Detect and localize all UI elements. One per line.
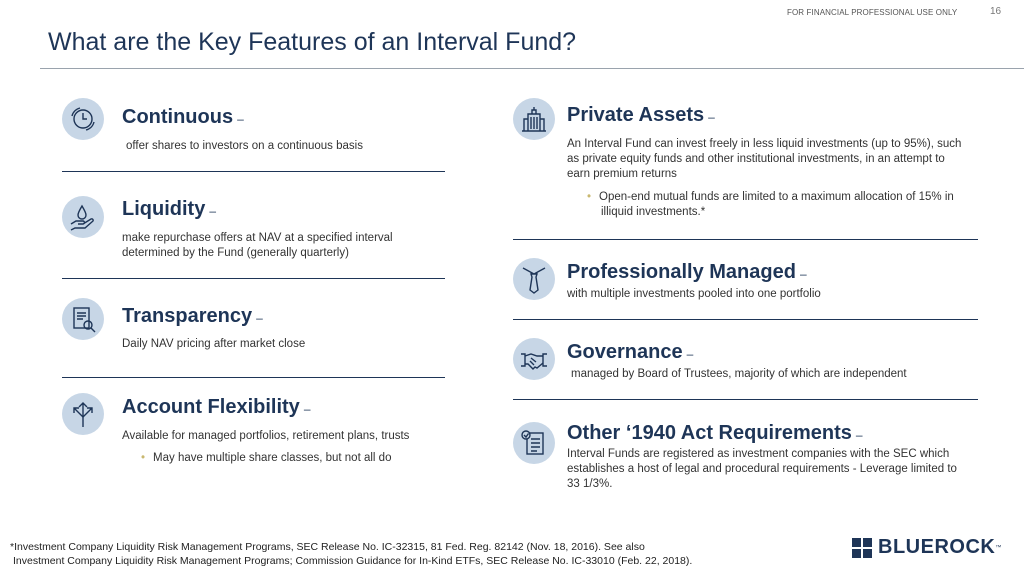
handshake-icon [513,338,555,380]
clock-icon [62,98,104,140]
tie-icon [513,258,555,300]
professionally-managed-heading [567,261,807,284]
transparency-title: Transparency [122,305,253,327]
divider [62,278,445,279]
logo-mark-icon [852,538,872,558]
private-assets-bullet [587,190,981,220]
private-assets-bullet-text: Open-end mutual funds are limited to a maximum allocation of 15% in illiquid investments.* [599,191,954,218]
continuous-title: Continuous [122,106,234,128]
account-flexibility-desc: Available for managed portfolios, retirement plans, trusts [122,430,410,442]
liquidity-desc: make repurchase offers at NAV at a specified interval determined by the Fund (generally quarterly) [122,232,393,259]
act-requirements-dash: – [855,428,863,442]
hand-money-icon [62,196,104,238]
private-assets-heading [567,104,715,127]
divider [62,171,445,172]
building-icon [513,98,555,140]
act-requirements-desc: Interval Funds are registered as investment companies with the SEC which establishes a host of legal and procedural requirements - Leverage limited to 33 1/3%. [567,448,957,490]
account-flexibility-bullet-text: May have multiple share classes, but not all do [153,452,392,464]
page-title: What are the Key Features of an Interval Fund? [48,28,577,56]
private-assets-desc: An Interval Fund can invest freely in less liquid investments (up to 95%), such as private equity funds and other institutional investments, in an attempt to earn premium returns [567,138,962,180]
bullet-dot: • [141,452,146,464]
governance-dash: – [686,347,694,361]
document-search-icon [62,298,104,340]
divider [513,399,978,400]
page-number: 16 [990,6,1002,17]
transparency-heading [122,305,263,328]
divider [62,377,445,378]
logo-trademark: ™ [995,544,1002,551]
branch-arrows-icon [62,393,104,435]
transparency-dash: – [256,311,263,325]
bluerock-logo [852,536,1001,559]
continuous-dash: – [237,112,244,126]
private-assets-title: Private Assets [567,104,705,126]
divider [513,239,978,240]
governance-desc: managed by Board of Trustees, majority of which are independent [571,368,907,380]
liquidity-heading [122,198,216,221]
liquidity-title: Liquidity [122,198,206,220]
disclaimer-text: FOR FINANCIAL PROFESSIONAL USE ONLY [787,8,958,17]
logo-text: BLUEROCK [878,536,996,558]
private-assets-dash: – [708,110,715,124]
governance-title: Governance [567,341,683,363]
continuous-desc: offer shares to investors on a continuous basis [126,140,363,152]
governance-heading [567,341,693,364]
account-flexibility-title: Account Flexibility [122,396,300,418]
professionally-managed-dash: – [799,267,807,281]
continuous-heading [122,106,244,129]
footnote-line-1: *Investment Company Liquidity Risk Management Programs, SEC Release No. IC-32315, 81 Fed. Reg. 82142 (Nov. 18, 2016). See also [10,541,645,553]
liquidity-dash: – [209,204,217,218]
professionally-managed-desc: with multiple investments pooled into one portfolio [567,288,821,300]
transparency-desc: Daily NAV pricing after market close [122,338,306,350]
professionally-managed-title: Professionally Managed [567,261,796,283]
account-flexibility-bullet [141,451,451,466]
checklist-icon [513,422,555,464]
act-requirements-heading [567,422,863,445]
divider [513,319,978,320]
account-flexibility-heading [122,396,311,419]
footnote [10,540,770,568]
footnote-line-2: Investment Company Liquidity Risk Management Programs; Commission Guidance for In-Kind ETFs, SEC Release No. IC-33010 (Feb. 22, 2018). [13,555,693,567]
title-divider [40,68,1024,69]
act-requirements-title: Other ‘1940 Act Requirements [567,422,852,444]
bullet-dot: • [587,191,592,203]
account-flexibility-dash: – [303,402,311,416]
